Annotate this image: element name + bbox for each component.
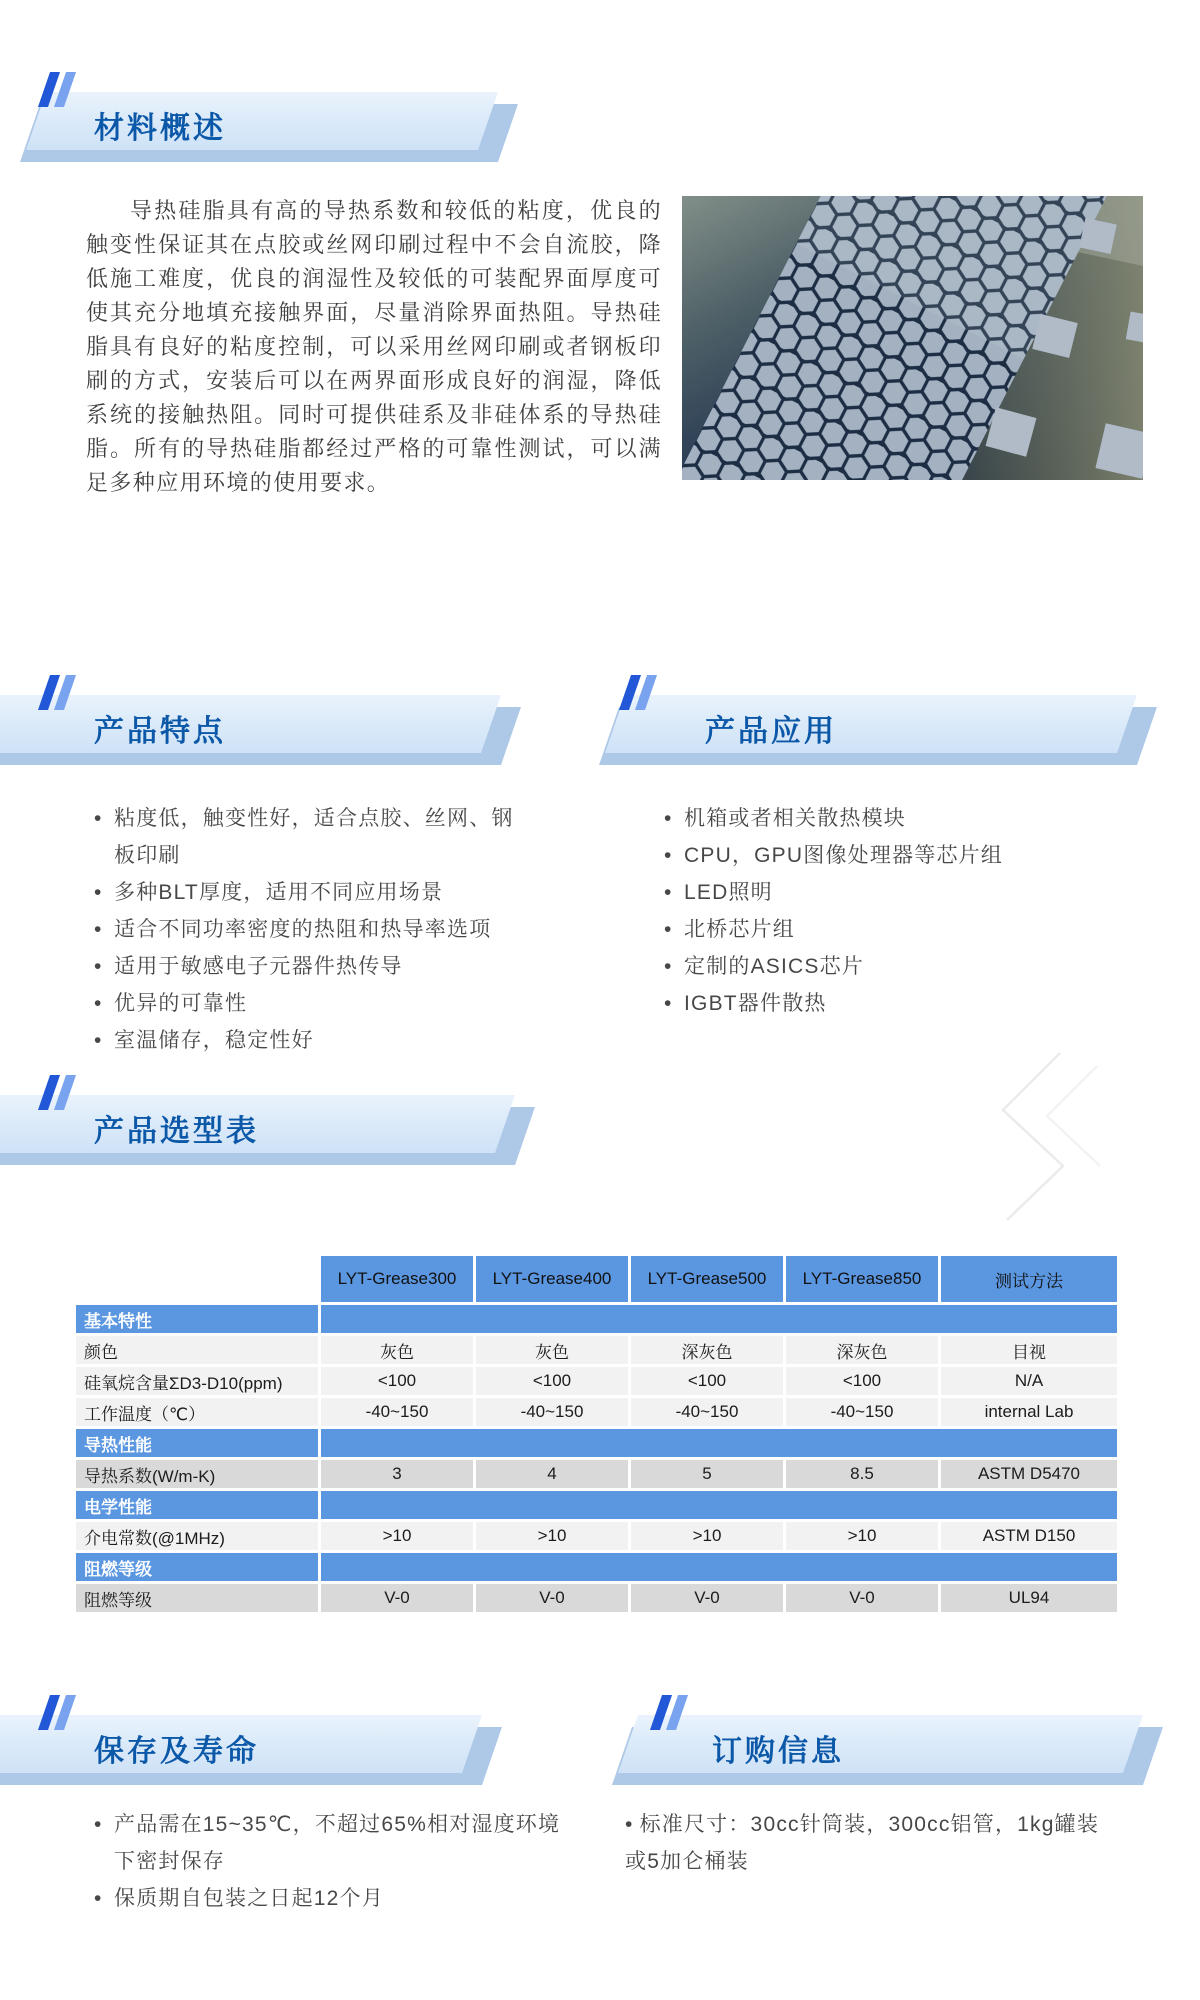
bullet-dot: • xyxy=(664,807,673,830)
list-item xyxy=(662,985,1082,1022)
section-header-selection xyxy=(0,1075,505,1171)
list-item xyxy=(92,948,532,985)
list-item xyxy=(662,911,1082,948)
table-cell-value: >10 xyxy=(476,1522,628,1550)
section-header-overview xyxy=(36,72,488,168)
table-cell-value: -40~150 xyxy=(321,1398,473,1426)
table-column-header: LYT-Grease500 xyxy=(631,1256,783,1302)
bullet-dot: • xyxy=(94,1813,103,1836)
table-row-label: 介电常数(@1MHz) xyxy=(76,1522,318,1550)
list-item-text: 多种BLT厚度，适用不同应用场景 xyxy=(114,881,444,904)
table-cell-value: UL94 xyxy=(941,1584,1117,1612)
table-cell-value: 3 xyxy=(321,1460,473,1488)
table-cell-value: 深灰色 xyxy=(631,1336,783,1364)
bullet-dot: • xyxy=(94,1029,103,1052)
table-cell-value: -40~150 xyxy=(631,1398,783,1426)
list-item xyxy=(662,837,1082,874)
table-cell-value: 4 xyxy=(476,1460,628,1488)
table-column-header: LYT-Grease300 xyxy=(321,1256,473,1302)
table-cell-value: <100 xyxy=(321,1367,473,1395)
table-cell-value: >10 xyxy=(631,1522,783,1550)
list-item xyxy=(662,874,1082,911)
section-header-ordering xyxy=(628,1695,1133,1791)
section-title: 产品选型表 xyxy=(94,1115,259,1148)
table-cell-value: V-0 xyxy=(631,1584,783,1612)
banner xyxy=(605,695,1137,753)
table-cell-value: >10 xyxy=(321,1522,473,1550)
bullet-dot: • xyxy=(94,992,103,1015)
list-item xyxy=(662,800,1082,837)
table-cell-value: >10 xyxy=(786,1522,938,1550)
table-cell-value: <100 xyxy=(631,1367,783,1395)
table-cell-value: N/A xyxy=(941,1367,1117,1395)
list-item-text: 北桥芯片组 xyxy=(684,918,795,941)
list-item-text: 优异的可靠性 xyxy=(114,992,248,1015)
applications-list xyxy=(662,800,1082,1022)
table-cell-value: internal Lab xyxy=(941,1398,1117,1426)
overview-paragraph: 导热硅脂具有高的导热系数和较低的粘度，优良的触变性保证其在点胶或丝网印刷过程中不会自流胶，降低施工难度，优良的润湿性及较低的可装配界面厚度可使其充分地填充接触界面，尽量消除界面热阻。导热硅脂具有良好的粘度控制，可以采用丝网印刷或者钢板印刷的方式，安装后可以在两界面形成良好的润湿，降低系统的接触热阻。同时可提供硅系及非硅体系的导热硅脂。所有的导热硅脂都经过严格的可靠性测试，可以满足多种应用环境的使用要求。 xyxy=(86,198,662,495)
table-category-label: 导热性能 xyxy=(76,1429,318,1457)
table-cell-value: V-0 xyxy=(476,1584,628,1612)
bullet-dot: • xyxy=(625,1813,634,1836)
list-item-text: 标准尺寸：30cc针筒装，300cc铝管，1kg罐装或5加仑桶装 xyxy=(625,1813,1100,1873)
table-category-band xyxy=(321,1491,1117,1519)
table-column-header: LYT-Grease850 xyxy=(786,1256,938,1302)
bullet-dot: • xyxy=(664,844,673,867)
table-cell-value: -40~150 xyxy=(476,1398,628,1426)
table-category-label: 电学性能 xyxy=(76,1491,318,1519)
banner xyxy=(618,1715,1143,1773)
list-item-text: 保质期自包装之日起12个月 xyxy=(114,1887,384,1910)
table-cell-value: 8.5 xyxy=(786,1460,938,1488)
bullet-dot: • xyxy=(664,992,673,1015)
list-item xyxy=(662,948,1082,985)
list-item xyxy=(92,1880,577,1917)
list-item xyxy=(92,874,532,911)
watermark-lines-decoration xyxy=(985,1048,1115,1223)
bullet-dot: • xyxy=(94,955,103,978)
bullet-dot: • xyxy=(664,955,673,978)
bullet-dot: • xyxy=(664,918,673,941)
product-selection-table xyxy=(76,1256,1117,1612)
table-category-label: 阻燃等级 xyxy=(76,1553,318,1581)
bullet-dot: • xyxy=(664,881,673,904)
list-item-text: 产品需在15~35℃，不超过65%相对湿度环境下密封保存 xyxy=(114,1813,561,1873)
bullet-dot: • xyxy=(94,1887,103,1910)
table-cell-value: 灰色 xyxy=(321,1336,473,1364)
storage-list xyxy=(92,1806,577,1917)
table-category-band xyxy=(321,1429,1117,1457)
table-cell-value: -40~150 xyxy=(786,1398,938,1426)
section-title: 产品特点 xyxy=(94,715,226,748)
table-category-label: 基本特性 xyxy=(76,1305,318,1333)
list-item xyxy=(92,1806,577,1880)
table-cell-value: 5 xyxy=(631,1460,783,1488)
section-header-applications xyxy=(615,675,1127,771)
table-row-label: 导热系数(W/m-K) xyxy=(76,1460,318,1488)
table-row-label: 阻燃等级 xyxy=(76,1584,318,1612)
table-corner-cell xyxy=(76,1256,318,1302)
list-item-text: CPU，GPU图像处理器等芯片组 xyxy=(684,844,1004,867)
bullet-dot: • xyxy=(94,881,103,904)
list-item-text: 机箱或者相关散热模块 xyxy=(684,807,906,830)
list-item xyxy=(92,800,532,874)
section-title: 产品应用 xyxy=(705,715,837,748)
table-cell-value: ASTM D5470 xyxy=(941,1460,1117,1488)
table-cell-value: <100 xyxy=(786,1367,938,1395)
table-row-label: 硅氧烷含量ΣD3-D10(ppm) xyxy=(76,1367,318,1395)
list-item-text: 室温储存，稳定性好 xyxy=(114,1029,314,1052)
list-item xyxy=(92,985,532,1022)
features-list xyxy=(92,800,532,1059)
table-column-header: 测试方法 xyxy=(941,1256,1117,1302)
section-header-storage xyxy=(0,1695,472,1791)
table-row-label: 工作温度（℃） xyxy=(76,1398,318,1426)
banner xyxy=(0,695,501,753)
section-title: 材料概述 xyxy=(94,112,226,145)
table-cell-value: V-0 xyxy=(786,1584,938,1612)
section-title: 订购信息 xyxy=(712,1735,844,1768)
list-item xyxy=(92,911,532,948)
list-item-text: LED照明 xyxy=(684,881,773,904)
list-item-text: 适合不同功率密度的热阻和热导率选项 xyxy=(114,918,492,941)
list-item-text: 适用于敏感电子元器件热传导 xyxy=(114,955,403,978)
table-category-band xyxy=(321,1553,1117,1581)
table-cell-value: 深灰色 xyxy=(786,1336,938,1364)
table-cell-value: 灰色 xyxy=(476,1336,628,1364)
section-title: 保存及寿命 xyxy=(94,1735,259,1768)
bullet-dot: • xyxy=(94,807,103,830)
ordering-list xyxy=(625,1806,1115,1880)
table-row-label: 颜色 xyxy=(76,1336,318,1364)
list-item-text: IGBT器件散热 xyxy=(684,992,827,1015)
table-cell-value: <100 xyxy=(476,1367,628,1395)
table-cell-value: 目视 xyxy=(941,1336,1117,1364)
table-cell-value: V-0 xyxy=(321,1584,473,1612)
list-item-text: 定制的ASICS芯片 xyxy=(684,955,865,978)
table-cell-value: ASTM D150 xyxy=(941,1522,1117,1550)
product-photo xyxy=(682,196,1143,480)
bullet-dot: • xyxy=(94,918,103,941)
table-column-header: LYT-Grease400 xyxy=(476,1256,628,1302)
table-category-band xyxy=(321,1305,1117,1333)
section-header-features xyxy=(0,675,491,771)
list-item-text: 粘度低，触变性好，适合点胶、丝网、钢板印刷 xyxy=(114,807,514,867)
list-item xyxy=(92,1022,532,1059)
list-item xyxy=(625,1806,1115,1880)
